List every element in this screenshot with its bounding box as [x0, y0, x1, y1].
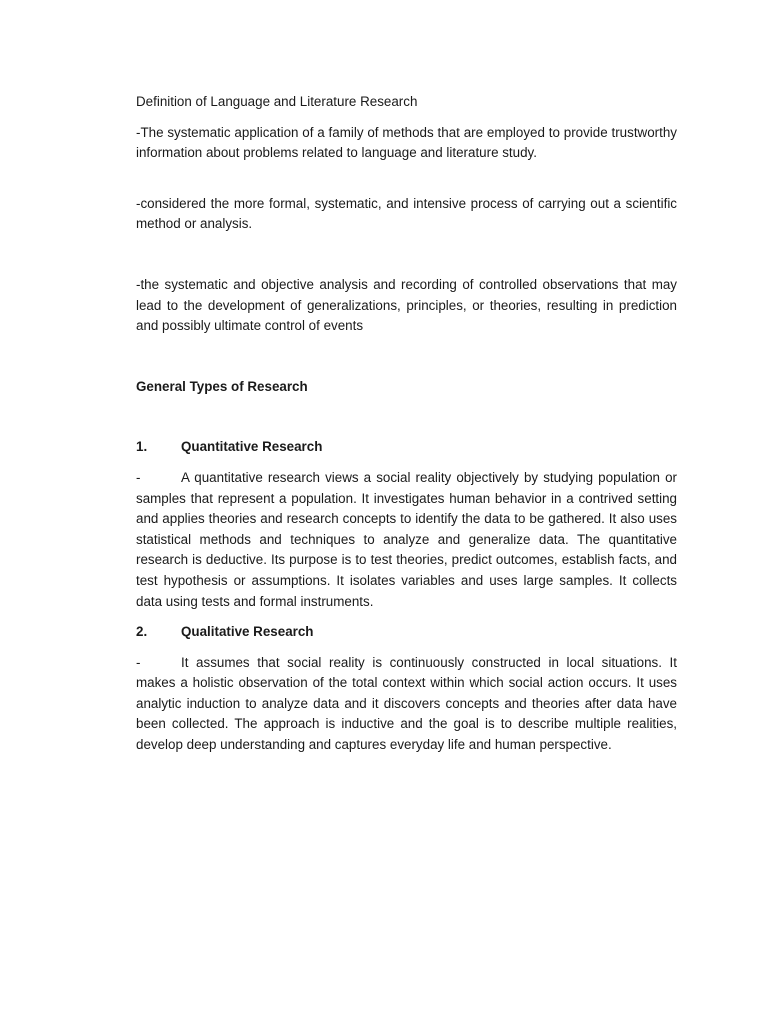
research-type-description-1 — [136, 468, 677, 612]
research-type-name: Qualitative Research — [181, 624, 314, 640]
research-type-text: It assumes that social reality is continuously constructed in local situations. It makes a holistic observation of the total context within which social action occurs. It uses analytic induction to analyze data and it discovers concepts and theories after data have been collected. The approach is inductive and the goal is to describe multiple realities, develop deep understanding and captures everyday life and human perspective. — [136, 654, 677, 753]
section-heading: General Types of Research — [136, 378, 308, 394]
list-dash: - — [136, 654, 141, 670]
research-type-text: A quantitative research views a social reality objectively by studying population or samples that represent a population. It investigates human behavior in a contrived setting and applies theories and research concepts to identify the data to be gathered. It also uses statistical methods and techniques to analyze and generalize data. The quantitative research is deductive. Its purpose is to test theories, predict outcomes, establish facts, and test hypothesis or assumptions. It isolates variables and uses large samples. It collects data using tests and formal instruments. — [136, 469, 677, 609]
research-type-heading-1 — [136, 437, 677, 458]
list-dash: - — [136, 469, 141, 485]
research-type-name: Quantitative Research — [181, 439, 323, 455]
research-type-number: 2. — [136, 624, 148, 640]
research-type-heading-2 — [136, 622, 677, 643]
research-type-description-2 — [136, 653, 677, 756]
research-type-number: 1. — [136, 439, 148, 455]
document-title: Definition of Language and Literature Research — [136, 94, 418, 109]
definition-paragraph-1: -The systematic application of a family of methods that are employed to provide trustworthy information about problems related to language and literature study. — [136, 124, 677, 161]
definition-paragraph-3: -the systematic and objective analysis and recording of controlled observations that may lead to the development of generalizations, principles, or theories, resulting in prediction and possibly ultimate control of events — [136, 276, 677, 334]
document-content — [136, 92, 677, 766]
definition-paragraph-2: -considered the more formal, systematic, and intensive process of carrying out a scientific method or analysis. — [136, 195, 677, 232]
